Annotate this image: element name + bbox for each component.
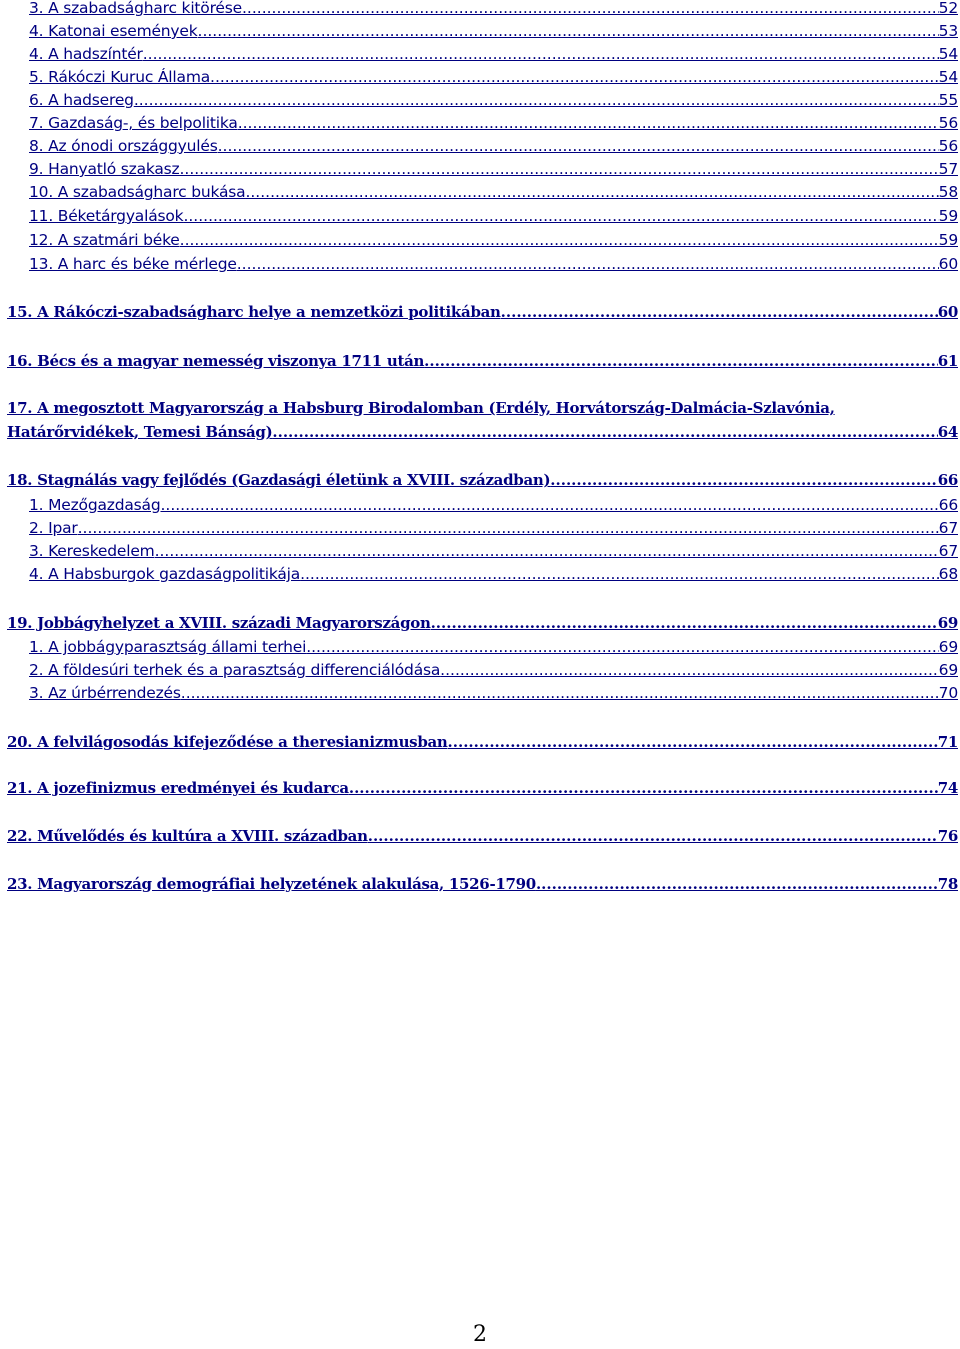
toc-entry-page: 57 — [938, 160, 958, 178]
toc-entry[interactable] — [29, 0, 958, 19]
toc-entry[interactable] — [29, 89, 958, 111]
toc-entry-page: 54 — [938, 45, 958, 63]
toc-entry-page: 76 — [937, 827, 958, 845]
dot-leader — [237, 253, 939, 275]
dot-leader — [431, 611, 938, 635]
dot-leader — [245, 181, 938, 203]
toc-entry-label: 11. Béketárgyalások — [29, 207, 184, 225]
toc-entry-label: 9. Hanyatló szakasz — [29, 160, 180, 178]
dot-leader — [448, 730, 938, 754]
dot-leader — [242, 0, 939, 19]
toc-entry-label: 23. Magyarország demográfiai helyzetének alakulása, 1526-1790 — [7, 875, 536, 893]
toc-entry-page: 66 — [937, 471, 958, 489]
toc-entry[interactable] — [29, 181, 958, 203]
toc-entry-major[interactable] — [7, 300, 958, 324]
toc-entry-label: 1. Mezőgazdaság — [29, 496, 161, 514]
toc-entry-page: 78 — [937, 875, 958, 893]
toc-entry-label: 6. A hadsereg — [29, 91, 134, 109]
dot-leader — [183, 205, 938, 227]
toc-entry-major[interactable] — [7, 730, 958, 754]
dot-leader — [198, 20, 939, 42]
toc-entry-page: 74 — [937, 779, 958, 797]
toc-entry[interactable] — [29, 66, 958, 88]
toc-entry[interactable] — [29, 540, 958, 562]
toc-entry-label: 8. Az ónodi országgyulés — [29, 137, 218, 155]
toc-entry-label-line2: Határőrvidékek, Temesi Bánság) — [7, 423, 273, 441]
toc-entry-label: 19. Jobbágyhelyzet a XVIII. századi Magyarországon — [7, 614, 431, 632]
toc-entry-page: 60 — [938, 255, 958, 273]
dot-leader — [424, 349, 938, 373]
toc-entry-label: 3. A szabadságharc kitörése — [29, 0, 242, 17]
toc-entry-page: 58 — [938, 183, 958, 201]
toc-entry-label: 4. A Habsburgok gazdaságpolitikája — [29, 565, 301, 583]
toc-entry-label: 12. A szatmári béke — [29, 231, 180, 249]
toc-entry[interactable] — [29, 682, 958, 704]
toc-entry-page: 64 — [937, 423, 958, 441]
dot-leader — [368, 824, 938, 848]
toc-entry[interactable] — [29, 229, 958, 251]
dot-leader — [179, 158, 938, 180]
toc-entry-page: 59 — [938, 231, 958, 249]
dot-leader — [143, 43, 939, 65]
dot-leader — [160, 494, 938, 516]
toc-entry-page: 69 — [938, 661, 958, 679]
toc-entry-label: 2. A földesúri terhek és a parasztság differenciálódása — [29, 661, 441, 679]
toc-entry-line2 — [7, 420, 958, 444]
dot-leader — [181, 682, 939, 704]
toc-entry-page: 67 — [938, 519, 958, 537]
dot-leader — [349, 776, 938, 800]
toc-entry-page: 56 — [938, 137, 958, 155]
toc-entry-page: 70 — [938, 684, 958, 702]
toc-entry-major[interactable] — [7, 872, 958, 896]
toc-entry-major[interactable] — [7, 349, 958, 373]
toc-entry-label: 20. A felvilágosodás kifejeződése a theresianizmusban — [7, 733, 448, 751]
toc-entry-page: 68 — [938, 565, 958, 583]
toc-entry-label: 18. Stagnálás vagy fejlődés (Gazdasági életünk a XVIII. században) — [7, 471, 551, 489]
dot-leader — [550, 468, 937, 492]
toc-entry[interactable] — [29, 636, 958, 658]
toc-entry-label-line1: 17. A megosztott Magyarország a Habsburg Birodalomban (Erdély, Horvátország-Dalmácia-Szlavónia, — [7, 399, 835, 417]
dot-leader — [238, 112, 939, 134]
dot-leader — [306, 636, 938, 658]
toc-entry-label: 2. Ipar — [29, 519, 78, 537]
toc-entry-label: 3. Az úrbérrendezés — [29, 684, 181, 702]
toc-entry-label: 4. Katonai események — [29, 22, 198, 40]
toc-entry-page: 52 — [938, 0, 958, 17]
toc-entry-label: 1. A jobbágyparasztság állami terhei — [29, 638, 307, 656]
toc-entry-page: 71 — [937, 733, 958, 751]
toc-entry-page: 53 — [938, 22, 958, 40]
toc-entry-major[interactable] — [7, 396, 958, 444]
toc-entry-major[interactable] — [7, 824, 958, 848]
toc-entry-page: 56 — [938, 114, 958, 132]
dot-leader — [155, 540, 939, 562]
toc-entry[interactable] — [29, 563, 958, 585]
toc-entry-label: 5. Rákóczi Kuruc Állama — [29, 68, 211, 86]
toc-entry[interactable] — [29, 517, 958, 539]
page-number: 2 — [473, 1322, 487, 1347]
toc-entry[interactable] — [29, 135, 958, 157]
toc-entry[interactable] — [29, 253, 958, 275]
toc-entry[interactable] — [29, 20, 958, 42]
toc-entry-page: 54 — [938, 68, 958, 86]
toc-entry-page: 59 — [938, 207, 958, 225]
toc-entry[interactable] — [29, 205, 958, 227]
dot-leader — [440, 659, 939, 681]
toc-entry[interactable] — [29, 112, 958, 134]
dot-leader — [134, 89, 939, 111]
toc-entry-label: 16. Bécs és a magyar nemesség viszonya 1711 után — [7, 352, 425, 370]
dot-leader — [501, 300, 938, 324]
toc-entry-page: 55 — [938, 91, 958, 109]
toc-entry-label: 21. A jozefinizmus eredményei és kudarca — [7, 779, 349, 797]
dot-leader — [300, 563, 939, 585]
toc-entry-page: 60 — [937, 303, 958, 321]
toc-entry-label: 13. A harc és béke mérlege — [29, 255, 237, 273]
toc-entry-major[interactable] — [7, 611, 958, 635]
dot-leader — [272, 420, 937, 444]
toc-entry-major[interactable] — [7, 468, 958, 492]
toc-entry-label: 10. A szabadságharc bukása — [29, 183, 246, 201]
toc-entry-major[interactable] — [7, 776, 958, 800]
toc-entry-label: 22. Művelődés és kultúra a XVIII. században — [7, 827, 368, 845]
toc-entry-page: 66 — [938, 496, 958, 514]
dot-leader — [180, 229, 939, 251]
toc-entry-label: 4. A hadszíntér — [29, 45, 143, 63]
toc-entry[interactable] — [29, 158, 958, 180]
toc-entry-page: 69 — [937, 614, 958, 632]
toc-entry-page: 61 — [937, 352, 958, 370]
dot-leader — [78, 517, 939, 539]
toc-entry[interactable] — [29, 659, 958, 681]
toc-entry-label: 15. A Rákóczi-szabadságharc helye a nemzetközi politikában — [7, 303, 501, 321]
toc-entry[interactable] — [29, 494, 958, 516]
toc-entry-page: 69 — [938, 638, 958, 656]
toc-entry-label: 3. Kereskedelem — [29, 542, 155, 560]
toc-entry[interactable] — [29, 43, 958, 65]
dot-leader — [536, 872, 938, 896]
toc-entry-label: 7. Gazdaság-, és belpolitika — [29, 114, 238, 132]
toc-entry-page: 67 — [938, 542, 958, 560]
dot-leader — [218, 135, 939, 157]
dot-leader — [210, 66, 939, 88]
